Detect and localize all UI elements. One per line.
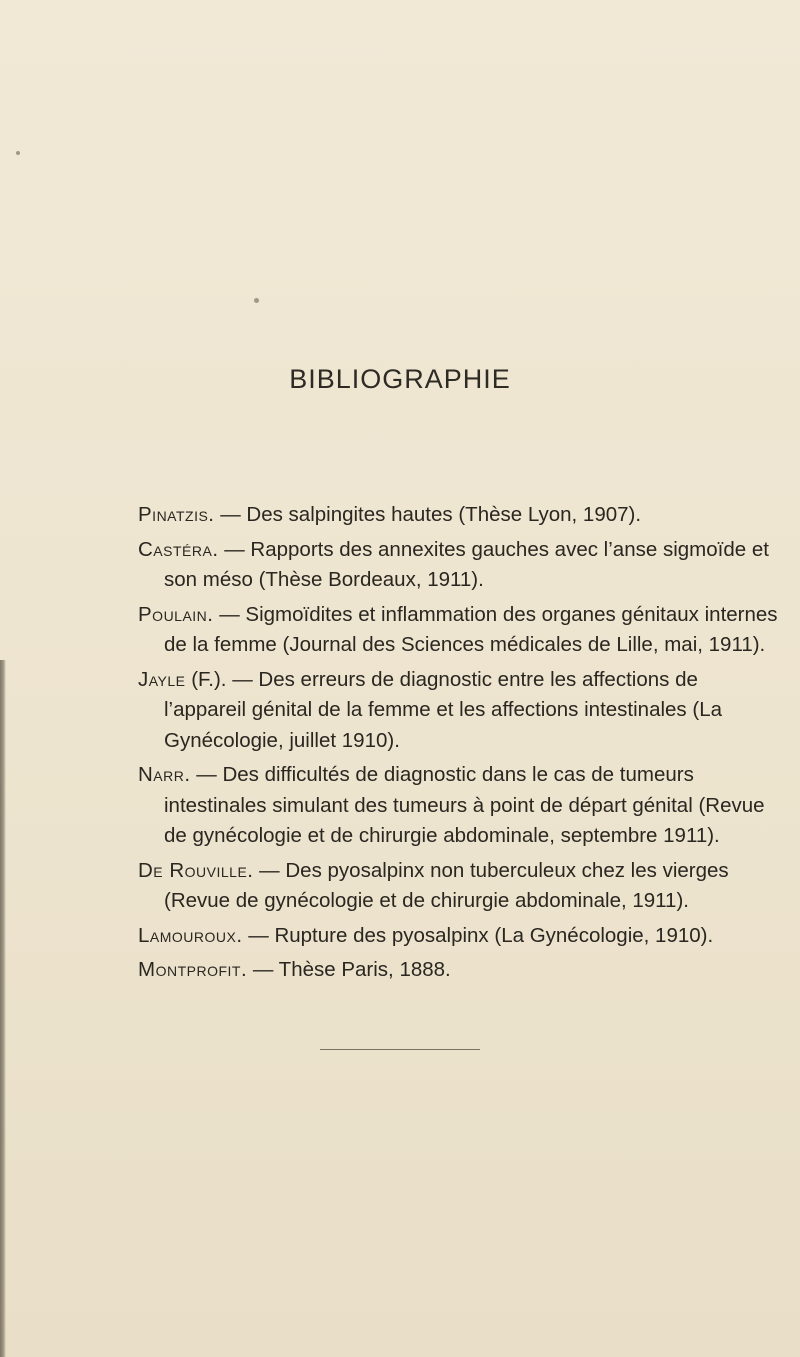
entry-text: — Rupture des pyosalpinx (La Gynécologie, 1910). xyxy=(242,923,714,947)
entry-author: Montprofit. xyxy=(138,958,248,981)
bibliography-entry xyxy=(138,535,778,596)
entry-author: Castéra. xyxy=(138,537,219,561)
end-rule xyxy=(320,1049,480,1050)
page-edge-shadow xyxy=(0,660,6,1357)
entry-text: — Des pyosalpinx non tuberculeux chez les vierges (Revue de gynécologie et de chirurgie abdominale, 1911). xyxy=(164,858,729,912)
page-title: BIBLIOGRAPHIE xyxy=(289,364,511,394)
entry-author: Narr. xyxy=(138,763,191,786)
entry-text: — Des salpingites hautes (Thèse Lyon, 1907). xyxy=(214,503,642,526)
bibliography-entry xyxy=(138,856,778,917)
entry-text: — Des difficultés de diagnostic dans le cas de tumeurs intestinales simulant des tumeurs à point de départ génital (Revue de gynécologie et de chirurgie abdominale, septembre 1911). xyxy=(164,763,765,847)
entry-text: — Thèse Paris, 1888. xyxy=(247,958,451,981)
entry-author: De Rouville. xyxy=(138,858,254,882)
paper-speck xyxy=(254,298,259,303)
bibliography-entry xyxy=(138,500,778,531)
bibliography-entry xyxy=(138,955,778,986)
bibliography-entry xyxy=(138,921,778,952)
entry-author: Pinatzis. xyxy=(138,503,215,526)
bibliography-list xyxy=(138,500,778,990)
paper-speck xyxy=(16,151,20,155)
entry-text: (F.). — Des erreurs de diagnostic entre les affections de l’appareil génital de la femme et les affections intestinales (La Gynécologie, juillet 1910). xyxy=(164,667,722,752)
entry-author: Jayle xyxy=(138,667,186,691)
bibliography-entry xyxy=(138,665,778,757)
entry-text: — Sigmoïdites et inflammation des organes génitaux internes de la femme (Journal des Sciences médicales de Lille, mai, 1911). xyxy=(164,602,778,656)
entry-author: Lamouroux. xyxy=(138,923,243,947)
bibliography-entry xyxy=(138,760,778,852)
bibliography-entry xyxy=(138,600,778,661)
entry-author: Poulain. xyxy=(138,602,214,626)
entry-text: — Rapports des annexites gauches avec l’anse sigmoïde et son méso (Thèse Bordeaux, 1911). xyxy=(164,537,769,591)
